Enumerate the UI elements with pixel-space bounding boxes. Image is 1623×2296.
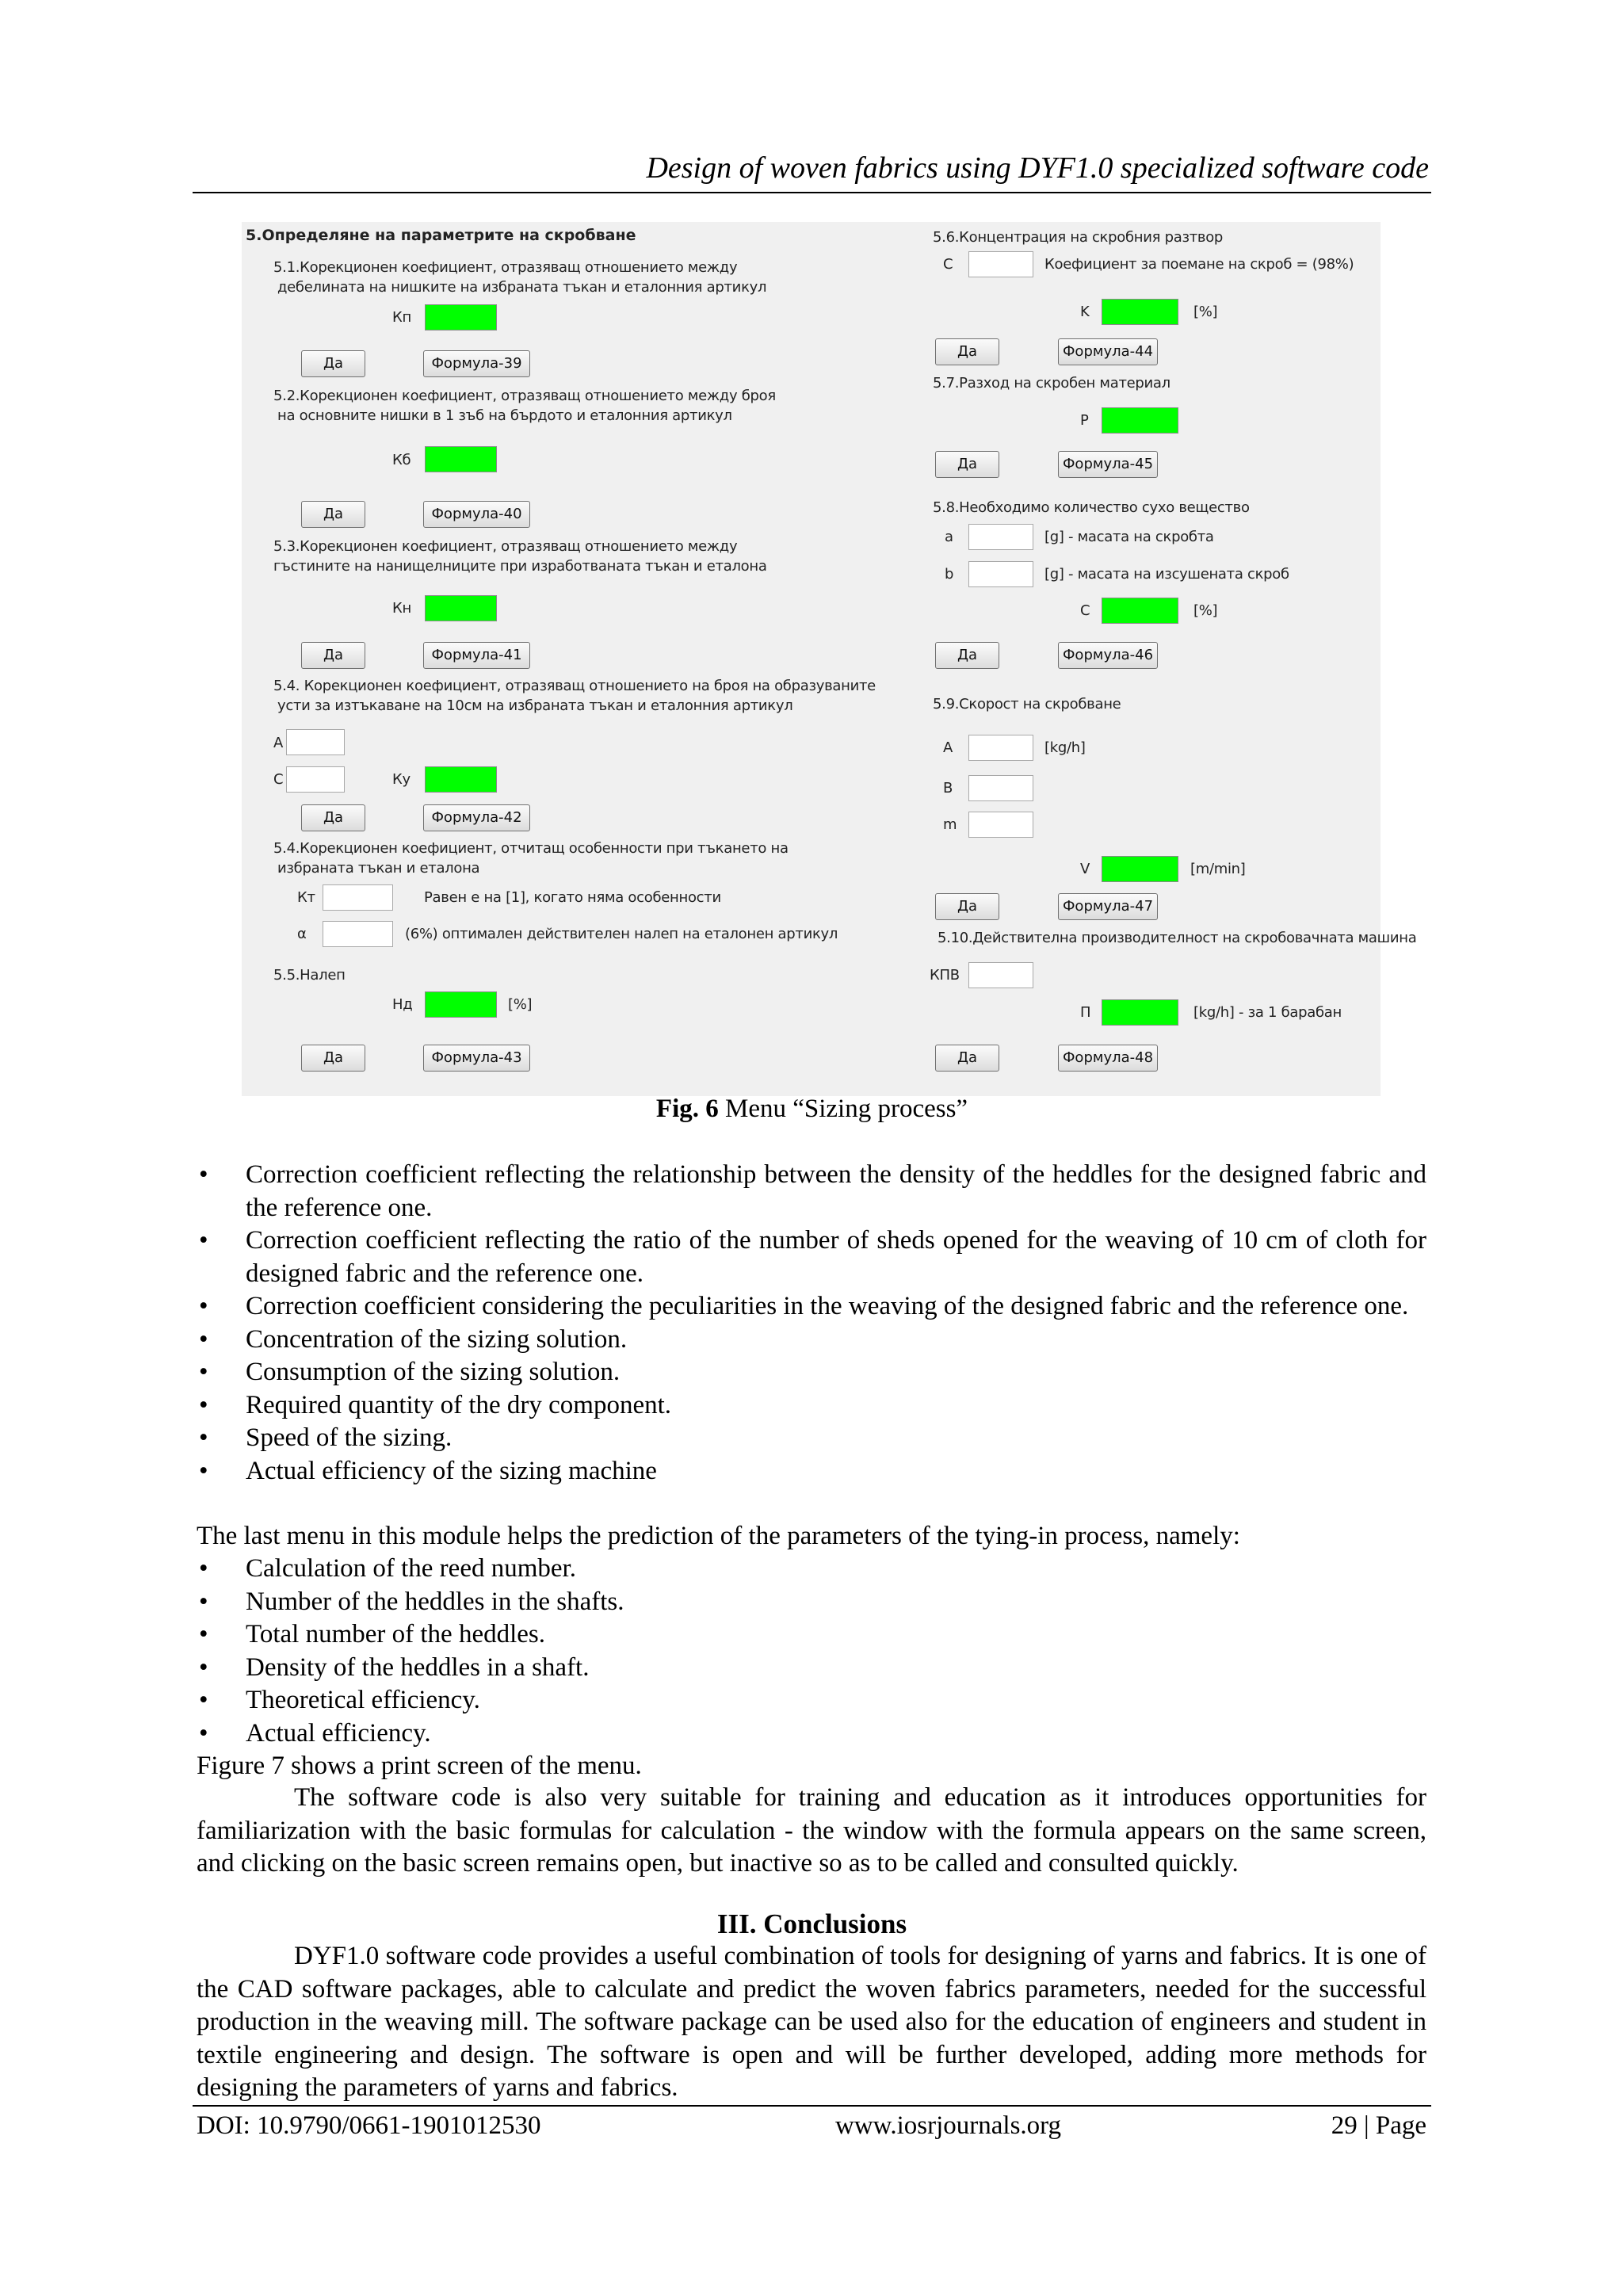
conclusions-heading: III. Conclusions <box>716 1908 907 1939</box>
list-item: • Number of the heddles in the shafts. <box>193 1586 1426 1619</box>
training-paragraph: The software code is also very suitable for training and education as it introduces opportunities for familiarization with the basic formulas for calculation - the window with the formula appears on the same screen, and clicking on the basic screen remains open, but inactive so as to be called and consulted quickly. <box>197 1783 1426 1878</box>
s59-m-input[interactable] <box>968 812 1033 838</box>
tying-parameters-list <box>193 1553 1426 1750</box>
formula-44-button[interactable]: Формула-44 <box>1058 338 1158 365</box>
s510-yes-button[interactable]: Да <box>935 1045 999 1072</box>
footer-doi: DOI: 10.9790/0661-1901012530 <box>197 2111 541 2140</box>
list-item: • Concentration of the sizing solution. <box>193 1324 1426 1357</box>
sizing-process-menu-screenshot <box>242 222 1417 1096</box>
s54a-text-line2: усти за изтъкаване на 10см на избраната тъкан и еталонния артикул <box>277 697 793 714</box>
s57-yes-button[interactable]: Да <box>935 451 999 478</box>
s54b-alpha-input[interactable] <box>323 921 393 947</box>
s52-text-line2: на основните нишки в 1 зъб на бърдото и еталонния артикул <box>277 407 732 424</box>
list-item: • Actual efficiency of the sizing machine <box>193 1455 1426 1488</box>
formula-41-button[interactable]: Формула-41 <box>423 642 530 669</box>
s56-note: Коефициент за поемане на скроб = (98%) <box>1044 256 1354 273</box>
s59-label-v: V <box>1080 861 1090 877</box>
list-item: • Consumption of the sizing solution. <box>193 1356 1426 1389</box>
s55-label-nd: Нд <box>392 996 413 1013</box>
s53-text-line1: 5.3.Корекционен коефициент, отразяващ отношението между <box>273 538 738 555</box>
s59-unit-a: [kg/h] <box>1044 739 1086 756</box>
conclusions-paragraph: DYF1.0 software code provides a useful combination of tools for designing of yarns and fabrics. It is one of the CAD software packages, able to calculate and predict the woven fabrics parameters, needed for the successful production in the weaving mill. The software package can be used also for the education of engineers and student in textile engineering and design. The software is open and will be further developed, adding more methods for designing the parameters of yarns and fabrics. <box>197 1942 1426 2102</box>
s51-text-line2: дебелината на нишките на избраната тъкан и еталонния артикул <box>277 279 767 296</box>
s51-text-line1: 5.1.Корекционен коефициент, отразяващ отношението между <box>273 259 738 276</box>
formula-42-button[interactable]: Формула-42 <box>423 804 530 831</box>
s51-label-kp: Кп <box>392 309 411 326</box>
s59-label-a: A <box>943 739 953 756</box>
s54b-kt-input[interactable] <box>323 884 393 911</box>
running-title: Design of woven fabrics using DYF1.0 specialized software code <box>646 151 1429 185</box>
s53-kn-output <box>425 595 497 621</box>
s59-a-input[interactable] <box>968 735 1033 761</box>
s58-label-b: b <box>945 566 954 583</box>
s59-title: 5.9.Скорост на скробване <box>933 696 1121 712</box>
list-item: • Required quantity of the dry component. <box>193 1389 1426 1423</box>
list-item: • Total number of the heddles. <box>193 1618 1426 1652</box>
s52-kb-output <box>425 446 497 472</box>
list-item: • Speed of the sizing. <box>193 1422 1426 1455</box>
figure7-note: Figure 7 shows a print screen of the menu. <box>197 1752 642 1780</box>
s59-yes-button[interactable]: Да <box>935 893 999 920</box>
s53-text-line2: гъстините на нанищелниците при изработваната тъкан и еталона <box>273 558 767 575</box>
s58-yes-button[interactable]: Да <box>935 642 999 669</box>
tying-intro-paragraph: The last menu in this module helps the prediction of the parameters of the tying-in process, namely: <box>197 1522 1240 1550</box>
s58-label-c: C <box>1080 602 1090 619</box>
caption-label: Fig. 6 <box>655 1095 719 1123</box>
s53-label-kn: Кн <box>392 600 411 617</box>
s54b-alpha-note: (6%) оптимален действителен налеп на еталонен артикул <box>405 926 838 942</box>
s54b-text-line1: 5.4.Корекционен коефициент, отчитащ особенности при тъкането на <box>273 840 789 857</box>
s52-label-kb: Кб <box>392 452 411 468</box>
s59-v-output <box>1102 856 1178 882</box>
s54a-yes-button[interactable]: Да <box>301 804 365 831</box>
s55-nd-output <box>425 991 497 1018</box>
formula-45-button[interactable]: Формула-45 <box>1058 451 1158 478</box>
footer-site: www.iosrjournals.org <box>835 2111 1062 2140</box>
formula-47-button[interactable]: Формула-47 <box>1058 893 1158 920</box>
s51-yes-button[interactable]: Да <box>301 350 365 377</box>
s54b-text-line2: избраната тъкан и еталона <box>277 860 480 877</box>
s53-yes-button[interactable]: Да <box>301 642 365 669</box>
s58-label-a: a <box>945 529 953 545</box>
s59-b-input[interactable] <box>968 775 1033 801</box>
s54a-label-ky: Ку <box>392 771 411 788</box>
s54a-label-c: C <box>273 771 284 788</box>
list-item: • Theoretical efficiency. <box>193 1684 1426 1717</box>
s52-text-line1: 5.2.Корекционен коефициент, отразяващ отношението между броя <box>273 388 776 404</box>
s54b-kt-note: Равен е на [1], когато няма особенности <box>424 889 721 906</box>
s510-label-p: П <box>1080 1004 1091 1021</box>
s56-label-c: C <box>943 256 953 273</box>
list-item: • Correction coefficient reflecting the ratio of the number of sheds opened for the weaving of 10 cm of cloth for designed fabric and the reference one. <box>193 1224 1426 1290</box>
s58-c-output <box>1102 598 1178 624</box>
s54a-label-a: A <box>273 735 284 751</box>
s59-label-m: m <box>943 816 957 833</box>
formula-48-button[interactable]: Формула-48 <box>1058 1045 1158 1072</box>
s54b-label-alpha: α <box>297 926 307 942</box>
s510-title: 5.10.Действителна производителност на скробовачната машина <box>938 930 1417 946</box>
s58-note-b: [g] - масата на изсушената скроб <box>1044 566 1289 583</box>
s55-title: 5.5.Налеп <box>273 967 346 984</box>
footer-rule <box>193 2105 1431 2107</box>
formula-46-button[interactable]: Формула-46 <box>1058 642 1158 669</box>
formula-43-button[interactable]: Формула-43 <box>423 1045 530 1072</box>
s58-a-input[interactable] <box>968 524 1033 550</box>
s58-title: 5.8.Необходимо количество сухо вещество <box>933 499 1250 516</box>
list-item: • Density of the heddles in a shaft. <box>193 1652 1426 1685</box>
s58-note-a: [g] - масата на скробта <box>1044 529 1214 545</box>
s54a-text-line1: 5.4. Корекционен коефициент, отразяващ отношението на броя на образуваните <box>273 678 876 694</box>
s56-label-k: K <box>1080 304 1090 320</box>
s510-label-kpv: КПВ <box>930 967 960 984</box>
s56-unit: [%] <box>1193 304 1218 320</box>
caption-text: Menu “Sizing process” <box>718 1095 968 1123</box>
list-item: • Actual efficiency. <box>193 1717 1426 1751</box>
s57-label-p: P <box>1080 412 1089 429</box>
s56-yes-button[interactable]: Да <box>935 338 999 365</box>
s51-kp-output <box>425 304 497 330</box>
s57-p-output <box>1102 407 1178 434</box>
header-rule <box>193 192 1431 193</box>
s510-kpv-input[interactable] <box>968 962 1033 988</box>
s56-k-output <box>1102 299 1178 325</box>
sizing-parameters-list <box>193 1159 1426 1488</box>
panel-title: 5.Определяне на параметрите на скробване <box>246 227 636 244</box>
s55-unit: [%] <box>508 996 533 1013</box>
s56-title: 5.6.Концентрация на скробния разтвор <box>933 229 1224 246</box>
s55-yes-button[interactable]: Да <box>301 1045 365 1072</box>
s57-title: 5.7.Разход на скробен материал <box>933 375 1170 392</box>
list-item: • Correction coefficient considering the peculiarities in the weaving of the designed fabric and the reference one. <box>193 1290 1426 1324</box>
s59-unit-v: [m/min] <box>1190 861 1246 877</box>
s52-yes-button[interactable]: Да <box>301 501 365 528</box>
s54b-label-kt: Кт <box>297 889 315 906</box>
s54a-a-input[interactable] <box>286 729 345 755</box>
s54a-ky-output <box>425 766 497 793</box>
s58-unit: [%] <box>1193 602 1218 619</box>
figure-caption <box>193 1095 1431 1124</box>
s59-label-b: B <box>943 780 953 797</box>
footer-page: 29 | Page <box>1331 2111 1426 2140</box>
formula-40-button[interactable]: Формула-40 <box>423 501 530 528</box>
s58-b-input[interactable] <box>968 561 1033 587</box>
s56-c-input[interactable] <box>968 251 1033 277</box>
list-item: • Correction coefficient reflecting the relationship between the density of the heddles for the designed fabric and the reference one. <box>193 1159 1426 1224</box>
s54a-c-input[interactable] <box>286 766 345 793</box>
formula-39-button[interactable]: Формула-39 <box>423 350 530 377</box>
list-item: • Calculation of the reed number. <box>193 1553 1426 1586</box>
s510-p-output <box>1102 999 1178 1026</box>
s510-unit: [kg/h] - за 1 барабан <box>1193 1004 1342 1021</box>
